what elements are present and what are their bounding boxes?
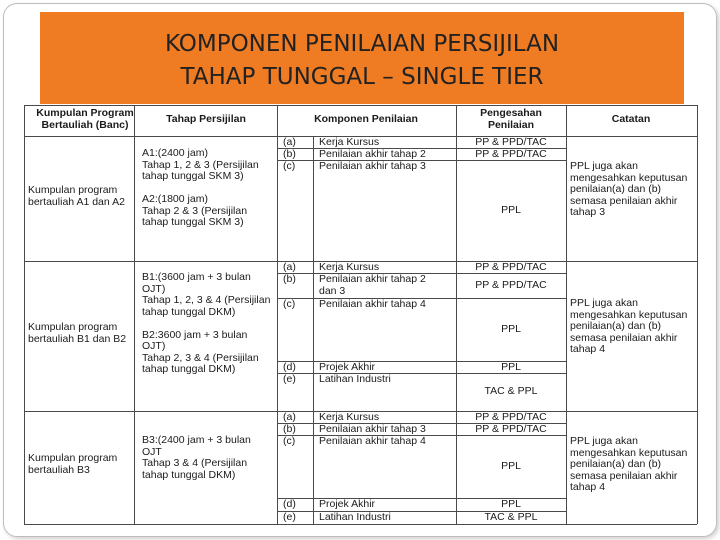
column-divider: [566, 261, 567, 411]
certification-level: B1:(3600 jam + 3 bulan OJT) Tahap 1, 2, 3 & 4 (Persijilan tahap tunggal DKM) B2:3600 jam + 3 bulan OJT) Tahap 2, 3 & 4 (Persijilan tahap tunggal DKM): [142, 271, 271, 375]
component-letter: (c): [283, 298, 296, 310]
component-letter: (c): [283, 435, 296, 447]
validation-body: PPL: [501, 498, 521, 510]
column-divider: [277, 136, 278, 261]
column-divider: [566, 136, 567, 261]
component-letter: (b): [283, 273, 296, 285]
table-border-right: [697, 105, 698, 524]
column-divider: [313, 411, 314, 524]
column-divider: [277, 411, 278, 524]
header-column-divider: [456, 105, 457, 136]
validation-body: TAC & PPL: [484, 385, 538, 397]
component-name: Penilaian akhir tahap 4: [319, 298, 426, 310]
validation-body: PP & PPD/TAC: [475, 278, 547, 291]
header-komponen: Komponen Penilaian: [314, 113, 418, 125]
component-letter: (b): [283, 423, 296, 435]
title-line-2: TAHAP TUNGGAL – SINGLE TIER: [180, 64, 544, 90]
column-divider: [134, 411, 135, 524]
validation-body: PPL: [501, 361, 521, 373]
group-name: Kumpulan program bertauliah B3: [28, 452, 118, 476]
component-name: Kerja Kursus: [319, 261, 380, 273]
column-divider: [566, 411, 567, 524]
component-name: Penilaian akhir tahap 3: [319, 160, 426, 172]
group-name: Kumpulan program bertauliah B1 dan B2: [28, 321, 127, 345]
component-name: Latihan Industri: [319, 511, 391, 523]
validation-body: PP & PPD/TAC: [475, 423, 547, 435]
certification-level: A1:(2400 jam) Tahap 1, 2 & 3 (Persijilan tahap tunggal SKM 3) A2:(1800 jam) Tahap 2 & 3 (Persijilan tahap tunggal SKM 3): [142, 147, 259, 228]
header-column-divider: [566, 105, 567, 136]
header-pengesahan: Pengesahan Penilaian: [480, 107, 542, 131]
validation-body: PP & PPD/TAC: [475, 136, 547, 148]
certification-level: B3:(2400 jam + 3 bulan OJT Tahap 3 & 4 (Persijilan tahap tunggal DKM): [142, 434, 251, 481]
component-letter: (d): [283, 498, 296, 510]
validation-body: PP & PPD/TAC: [475, 261, 547, 273]
component-letter: (e): [283, 373, 296, 385]
header-column-divider: [134, 105, 135, 136]
table-border-left: [24, 105, 25, 524]
validation-body: PPL: [501, 459, 521, 472]
table-border-top: [24, 105, 697, 106]
component-name: Projek Akhir: [319, 498, 376, 510]
group-name: Kumpulan program bertauliah A1 dan A2: [28, 184, 125, 208]
slide-title: [40, 28, 684, 94]
validation-body: PPL: [501, 322, 521, 335]
component-letter: (d): [283, 361, 296, 373]
component-name: Kerja Kursus: [319, 136, 380, 148]
title-line-1: KOMPONEN PENILAIAN PERSIJILAN: [164, 31, 560, 57]
header-tahap: Tahap Persijilan: [166, 113, 246, 125]
validation-body: PP & PPD/TAC: [475, 148, 547, 160]
remarks: PPL juga akan mengesahkan keputusan penilaian(a) dan (b) semasa penilaian akhir tahap 4: [570, 435, 688, 493]
column-divider: [134, 261, 135, 411]
component-name: Penilaian akhir tahap 2: [319, 148, 426, 160]
component-letter: (a): [283, 411, 296, 423]
remarks: PPL juga akan mengesahkan keputusan penilaian(a) dan (b) semasa penilaian akhir tahap 4: [570, 297, 688, 355]
component-letter: (b): [283, 148, 296, 160]
header-kumpulan: Kumpulan Program Bertauliah (Banc): [36, 107, 134, 131]
validation-body: PP & PPD/TAC: [475, 411, 547, 423]
column-divider: [313, 261, 314, 411]
column-divider: [134, 136, 135, 261]
component-letter: (a): [283, 261, 296, 273]
component-name: Penilaian akhir tahap 2 dan 3: [319, 273, 426, 297]
remarks: PPL juga akan mengesahkan keputusan penilaian(a) dan (b) semasa penilaian akhir tahap 3: [570, 160, 688, 218]
column-divider: [277, 261, 278, 411]
component-letter: (a): [283, 136, 296, 148]
header-column-divider: [277, 105, 278, 136]
column-divider: [313, 136, 314, 261]
validation-body: TAC & PPL: [484, 511, 538, 523]
component-name: Penilaian akhir tahap 3: [319, 423, 426, 435]
component-letter: (c): [283, 160, 296, 172]
component-name: Kerja Kursus: [319, 411, 380, 423]
group-divider: [24, 524, 697, 525]
component-letter: (e): [283, 511, 296, 523]
component-name: Projek Akhir: [319, 361, 376, 373]
component-name: Latihan Industri: [319, 373, 391, 385]
component-name: Penilaian akhir tahap 4: [319, 435, 426, 447]
header-catatan: Catatan: [611, 113, 651, 125]
validation-body: PPL: [501, 203, 521, 216]
